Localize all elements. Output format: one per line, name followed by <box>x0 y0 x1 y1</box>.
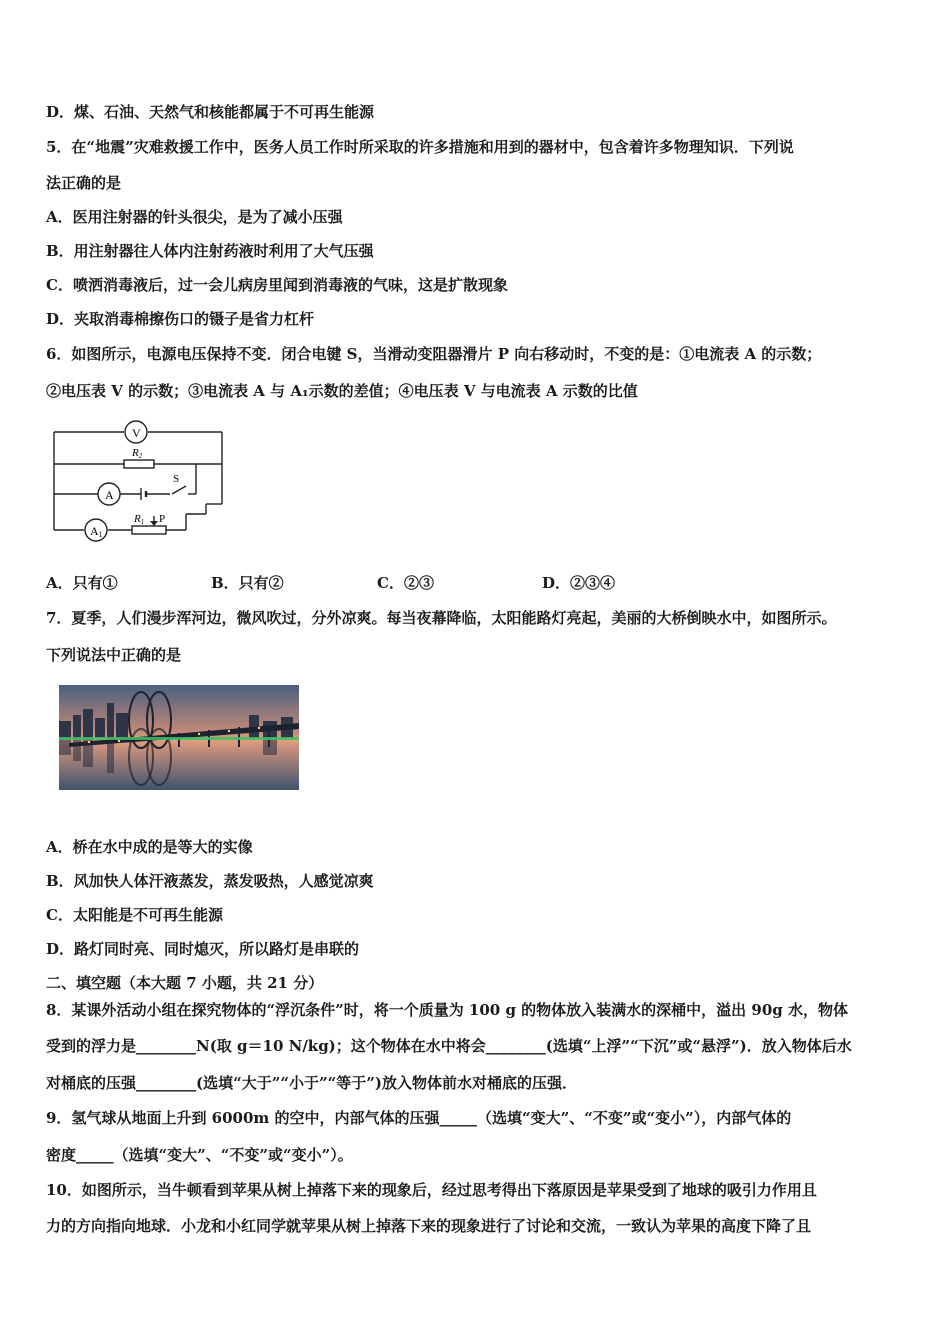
q9-stem-line2: 密度_____（选填“变大”、“不变”或“变小”）。 <box>46 1146 353 1164</box>
ammeter1-label: A1 <box>90 524 103 539</box>
q7-stem-line1: 7．夏季，人们漫步浑河边，微风吹过，分外凉爽。每当夜幕降临，太阳能路灯亮起，美丽的大桥倒映水中，如图所示。 <box>46 609 837 627</box>
q4-option-d: D．煤、石油、天然气和核能都属于不可再生能源 <box>46 103 375 121</box>
q6-option-a: A．只有① <box>46 574 118 592</box>
q6-stem-line2: ②电压表 V 的示数；③电流表 A 与 A₁示数的差值；④电压表 V 与电流表 A 示数的比值 <box>46 382 638 400</box>
section-heading-fill-in: 二、填空题（本大题 7 小题，共 21 分） <box>46 974 324 992</box>
q5-option-b: B．用注射器往人体内注射药液时利用了大气压强 <box>46 242 374 260</box>
r1-label: R1 <box>134 513 145 526</box>
q10-stem-line2: 力的方向指向地球．小龙和小红同学就苹果从树上掉落下来的现象进行了讨论和交流，一致认为苹果的高度下降了且 <box>46 1217 812 1235</box>
q7-option-d: D．路灯同时亮、同时熄灭，所以路灯是串联的 <box>46 940 360 958</box>
q6-option-c: C．②③ <box>377 574 434 592</box>
circuit-diagram <box>46 412 236 552</box>
r2-label: R2 <box>132 447 143 460</box>
q9-stem-line1: 9．氢气球从地面上升到 6000m 的空中，内部气体的压强_____（选填“变大”、“不变”或“变小”），内部气体的 <box>46 1109 792 1127</box>
ammeter-label: A <box>105 488 114 502</box>
q7-option-c: C．太阳能是不可再生能源 <box>46 906 223 924</box>
q5-stem-line2: 法正确的是 <box>46 174 122 192</box>
q5-option-d: D．夹取消毒棉擦伤口的镊子是省力杠杆 <box>46 310 315 328</box>
q7-stem-line2: 下列说法中正确的是 <box>46 646 182 664</box>
q5-option-a: A．医用注射器的针头很尖，是为了减小压强 <box>46 208 343 226</box>
q8-stem-line3: 对桶底的压强________(选填“大于”“小于”“等于”)放入物体前水对桶底的压强． <box>46 1074 577 1092</box>
q8-stem-line2: 受到的浮力是________N(取 g＝10 N/kg)；这个物体在水中将会________(选填“上浮”“下沉”或“悬浮”)．放入物体后水 <box>46 1037 852 1055</box>
q6-option-b: B．只有② <box>211 574 284 592</box>
q8-stem-line1: 8．某课外活动小组在探究物体的“浮沉条件”时，将一个质量为 100 g 的物体放入装满水的深桶中，溢出 90g 水，物体 <box>46 1001 848 1019</box>
slider-arrow <box>150 521 158 526</box>
voltmeter-label: V <box>132 426 141 440</box>
q5-stem-line1: 5．在“地震”灾难救援工作中，医务人员工作时所采取的许多措施和用到的器材中，包含着许多物理知识．下列说 <box>46 138 794 156</box>
slider-label: P <box>159 513 166 525</box>
q7-option-b: B．风加快人体汗液蒸发，蒸发吸热，人感觉凉爽 <box>46 872 374 890</box>
q6-option-d: D．②③④ <box>542 574 616 592</box>
bridge-reflection-photo <box>59 685 299 790</box>
q5-option-c: C．喷洒消毒液后，过一会儿病房里闻到消毒液的气味，这是扩散现象 <box>46 276 508 294</box>
switch-label: S <box>173 473 180 485</box>
q6-stem-line1: 6．如图所示，电源电压保持不变．闭合电键 S，当滑动变阻器滑片 P 向右移动时，不变的是：①电流表 A 的示数； <box>46 345 822 363</box>
q10-stem-line1: 10．如图所示，当牛顿看到苹果从树上掉落下来的现象后，经过思考得出下落原因是苹果受到了地球的吸引力作用且 <box>46 1181 817 1199</box>
q7-option-a: A．桥在水中成的是等大的实像 <box>46 838 253 856</box>
